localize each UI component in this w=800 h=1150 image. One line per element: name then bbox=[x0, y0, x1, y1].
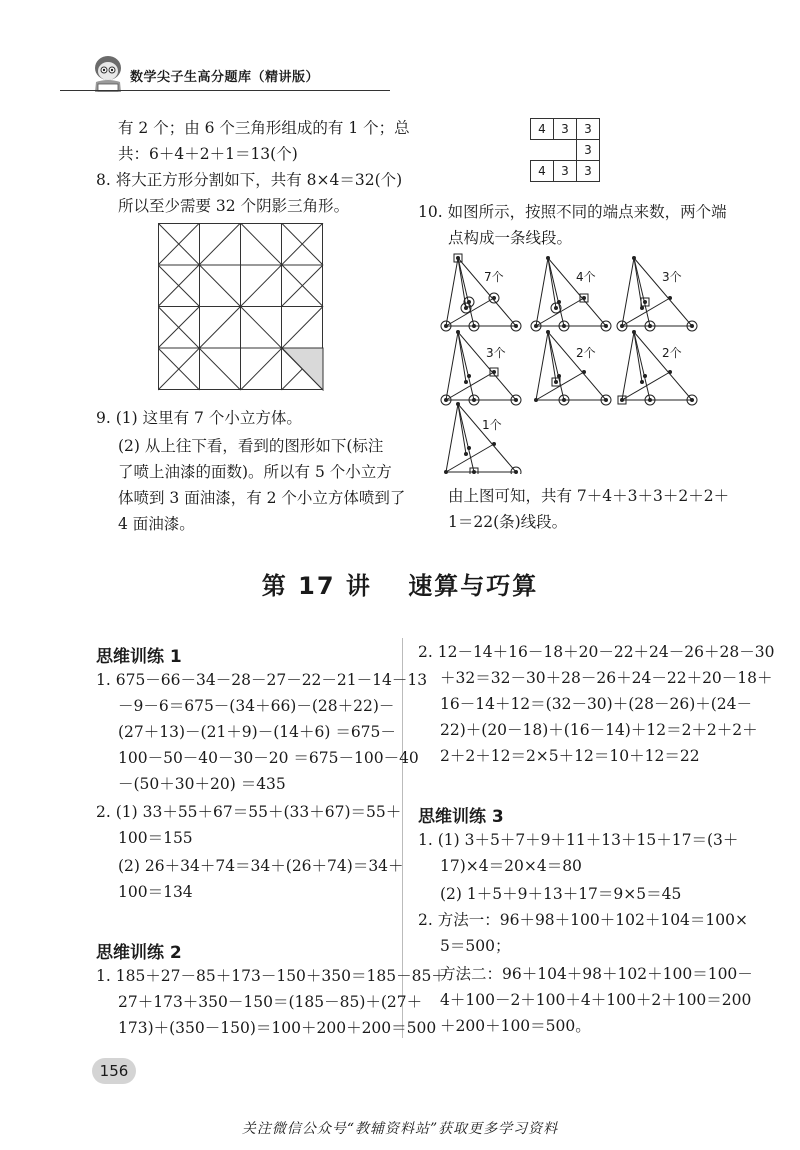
text-line: 10. 如图所示，按照不同的端点来数，两个端 bbox=[418, 203, 727, 221]
text-line: 4 面油漆。 bbox=[118, 515, 195, 533]
segment-count: 3个 bbox=[662, 270, 682, 284]
grid-cell-empty bbox=[554, 140, 577, 161]
text-line: 100＝155 bbox=[118, 829, 193, 847]
text-line: 100＝134 bbox=[118, 883, 193, 901]
segment-count: 1个 bbox=[482, 418, 502, 432]
text-line: 9. (1) 这里有 7 个小立方体。 bbox=[96, 409, 302, 427]
text-line: 22)＋(20－18)＋(16－14)＋12＝2＋2＋2＋ bbox=[440, 721, 758, 739]
text-line: －(50＋30＋20) ＝435 bbox=[118, 775, 286, 793]
text-line: 5＝500； bbox=[440, 937, 511, 955]
text-line: 2. (1) 33＋55＋67＝55＋(33＋67)＝55＋ bbox=[96, 803, 402, 821]
divided-square-diagram bbox=[158, 223, 324, 391]
text-line: 2. 方法一：96＋98＋100＋102＋104＝100× bbox=[418, 911, 748, 929]
text-line: 1. (1) 3＋5＋7＋9＋11＋13＋15＋17＝(3＋ bbox=[418, 831, 739, 849]
text-line: 8. 将大正方形分割如下，共有 8×4＝32(个) bbox=[96, 171, 403, 189]
section-title: 思维训练 2 bbox=[96, 943, 182, 963]
text-line: 1＝22(条)线段。 bbox=[448, 513, 568, 531]
text-line: 4＋100－2＋100＋4＋100＋2＋100＝200 bbox=[440, 991, 752, 1009]
text-line: 有 2 个；由 6 个三角形组成的有 1 个；总 bbox=[118, 119, 410, 137]
chapter-title: 第 17 讲 速算与巧算 bbox=[261, 572, 539, 600]
text-line: 体喷到 3 面油漆，有 2 个小立方体喷到了 bbox=[118, 489, 406, 507]
text-line: 1. 185＋27－85＋173－150＋350＝185－85＋ bbox=[96, 967, 447, 985]
text-line: (2) 1＋5＋9＋13＋17＝9×5＝45 bbox=[440, 885, 682, 903]
grid-cell: 3 bbox=[577, 140, 600, 161]
cube-top-view-grid bbox=[530, 118, 600, 182]
section-title: 思维训练 1 bbox=[96, 647, 182, 667]
grid-cell: 3 bbox=[577, 161, 600, 182]
segment-count: 7个 bbox=[484, 270, 504, 284]
text-line: (27＋13)－(21＋9)－(14＋6) ＝675－ bbox=[118, 723, 396, 741]
segment-count: 2个 bbox=[576, 346, 596, 360]
text-line: ＋200＋100＝500。 bbox=[440, 1017, 591, 1035]
segment-count: 2个 bbox=[662, 346, 682, 360]
text-line: 100－50－40－30－20 ＝675－100－40 bbox=[118, 749, 419, 767]
triangle-segments-diagrams bbox=[432, 252, 702, 474]
text-line: 2＋2＋12＝2×5＋12＝10＋12＝22 bbox=[440, 747, 700, 765]
text-line: 由上图可知，共有 7＋4＋3＋3＋2＋2＋ bbox=[448, 487, 730, 505]
text-line: 2. 12－14＋16－18＋20－22＋24－26＋28－30 bbox=[418, 643, 775, 661]
footer-note: 关注微信公众号“教辅资料站”获取更多学习资料 bbox=[241, 1121, 559, 1137]
page-number: 156 bbox=[92, 1058, 136, 1084]
grid-cell: 3 bbox=[554, 161, 577, 182]
text-line: 了喷上油漆的面数)。所以有 5 个小立方 bbox=[118, 463, 392, 481]
grid-cell: 3 bbox=[577, 119, 600, 140]
grid-cell: 3 bbox=[554, 119, 577, 140]
text-line: －9－6＝675－(34＋66)－(28＋22)－ bbox=[118, 697, 395, 715]
header-rule bbox=[60, 90, 390, 91]
segment-count: 4个 bbox=[576, 270, 596, 284]
text-line: 共：6＋4＋2＋1＝13(个) bbox=[118, 145, 298, 163]
grid-cell: 4 bbox=[531, 119, 554, 140]
text-line: 方法二：96＋104＋98＋102＋100＝100－ bbox=[440, 965, 753, 983]
text-line: (2) 26＋34＋74＝34＋(26＋74)＝34＋ bbox=[118, 857, 404, 875]
text-line: 点构成一条线段。 bbox=[448, 229, 573, 247]
segment-count: 3个 bbox=[486, 346, 506, 360]
text-line: 17)×4＝20×4＝80 bbox=[440, 857, 582, 875]
text-line: 173)＋(350－150)＝100＋200＋200＝500 bbox=[118, 1019, 437, 1037]
grid-cell-empty bbox=[531, 140, 554, 161]
section-title: 思维训练 3 bbox=[418, 807, 504, 827]
grid-cell: 4 bbox=[531, 161, 554, 182]
header-title: 数学尖子生高分题库（精讲版） bbox=[130, 70, 320, 85]
text-line: 1. 675－66－34－28－27－22－21－14－13 bbox=[96, 671, 428, 689]
mascot-logo-icon bbox=[88, 52, 128, 94]
text-line: 16－14＋12＝(32－30)＋(28－26)＋(24－ bbox=[440, 695, 753, 713]
text-line: 所以至少需要 32 个阴影三角形。 bbox=[118, 197, 350, 215]
text-line: ＋32＝32－30＋28－26＋24－22＋20－18＋ bbox=[440, 669, 773, 687]
text-line: (2) 从上往下看，看到的图形如下(标注 bbox=[118, 437, 384, 455]
text-line: 27＋173＋350－150＝(185－85)＋(27＋ bbox=[118, 993, 423, 1011]
